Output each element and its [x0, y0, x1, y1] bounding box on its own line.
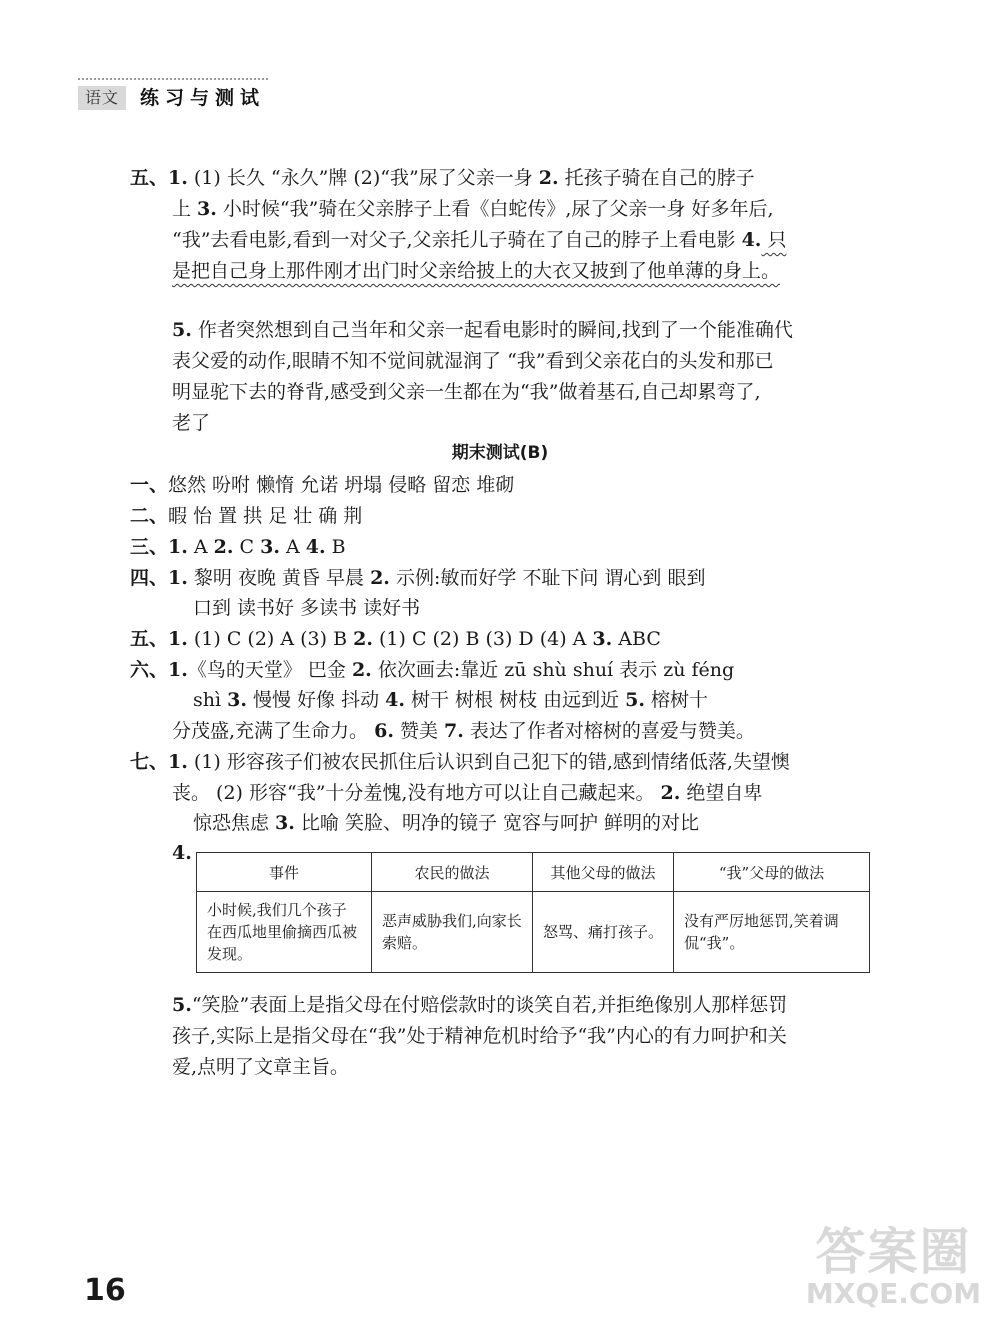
book-title: 练习与测试	[140, 87, 266, 109]
watermark-url: MXQE.COM	[805, 1277, 982, 1310]
answer-line: 老了	[172, 412, 211, 434]
table-header-row	[197, 853, 870, 892]
page-number: 16	[84, 1273, 126, 1308]
subject-label: 语文	[78, 86, 126, 110]
answer-line: 5.“笑脸”表面上是指父母在付赔偿款时的谈笑自若,并拒绝像别人那样惩罚	[172, 994, 788, 1016]
answer-line: 分茂盛,充满了生命力。 6. 赞美 7. 表达了作者对榕树的喜爱与赞美。	[172, 720, 755, 742]
table-cell: 没有严厉地惩罚,笑着调侃“我”。	[674, 892, 870, 973]
answer-line: 七、1. (1) 形容孩子们被农民抓住后认识到自己犯下的错,感到情绪低落,失望懊	[130, 751, 790, 773]
answer-line: 三、1. A 2. C 3. A 4. B	[130, 536, 346, 558]
answer-line: 五、1. (1) 长久 “永久”牌 (2)“我”尿了父亲一身 2. 托孩子骑在自己的脖子	[130, 167, 755, 189]
answer-line: 惊恐焦虑 3. 比喻 笑脸、明净的镜子 宽容与呵护 鲜明的对比	[193, 812, 700, 834]
answer-line: 口到 读书好 多读书 读好书	[193, 597, 421, 619]
answer-line: 二、暇 怡 置 拱 足 壮 确 荆	[130, 505, 363, 527]
page-header	[78, 78, 268, 112]
table-header: 其他父母的做法	[533, 853, 674, 892]
answer-line: 5. 作者突然想到自己当年和父亲一起看电影时的瞬间,找到了一个能准确代	[172, 319, 793, 341]
answer-table	[196, 852, 870, 973]
table-cell: 恶声威胁我们,向家长索赔。	[372, 892, 533, 973]
answer-line: 爱,点明了文章主旨。	[172, 1056, 350, 1078]
header-dotted-rule	[78, 78, 268, 81]
answer-line: 丧。 (2) 形容“我”十分羞愧,没有地方可以让自己藏起来。 2. 绝望自卑	[172, 782, 763, 804]
table-cell: 小时候,我们几个孩子在西瓜地里偷摘西瓜被发现。	[197, 892, 372, 973]
answer-line: 六、1.《鸟的天堂》 巴金 2. 依次画去:靠近 zū shù shuí 表示 zù féng	[130, 659, 735, 681]
answer-line: 明显驼下去的脊背,感受到父亲一生都在为“我”做着基石,自己却累弯了,	[172, 381, 761, 403]
answer-line: 一、悠然 吩咐 懒惰 允诺 坍塌 侵略 留恋 堆砌	[130, 474, 515, 496]
watermark-logo	[801, 1225, 986, 1317]
answer-line: “我”去看电影,看到一对父子,父亲托儿子骑在了自己的脖子上看电影 4. 只	[172, 229, 787, 251]
question-number: 4.	[172, 842, 192, 864]
table-cell: 怒骂、痛打孩子。	[533, 892, 674, 973]
watermark-text: 答案圈	[815, 1223, 972, 1281]
section-title: 期末测试(B)	[451, 443, 549, 463]
answer-line: shì 3. 慢慢 好像 抖动 4. 树干 树根 树枝 由远到近 5. 榕树十	[193, 689, 709, 711]
answer-line: 上 3. 小时候“我”骑在父亲脖子上看《白蛇传》,尿了父亲一身 好多年后,	[172, 198, 774, 220]
answer-line: 四、1. 黎明 夜晚 黄昏 早晨 2. 示例:敏而好学 不耻下问 谓心到 眼到	[130, 567, 706, 589]
table-row	[197, 892, 870, 973]
answer-line: 是把自己身上那件刚才出门时父亲给披上的大衣又披到了他单薄的身上。	[172, 260, 781, 282]
answer-line: 孩子,实际上是指父母在“我”处于精神危机时给予“我”内心的有力呵护和关	[172, 1025, 787, 1047]
table-header: 事件	[197, 853, 372, 892]
table-header: 农民的做法	[372, 853, 533, 892]
answer-line: 表父爱的动作,眼睛不知不觉间就湿润了 “我”看到父亲花白的头发和那已	[172, 350, 774, 372]
answer-line: 五、1. (1) C (2) A (3) B 2. (1) C (2) B (3) D (4) A 3. ABC	[130, 628, 661, 650]
table-header: “我”父母的做法	[674, 853, 870, 892]
